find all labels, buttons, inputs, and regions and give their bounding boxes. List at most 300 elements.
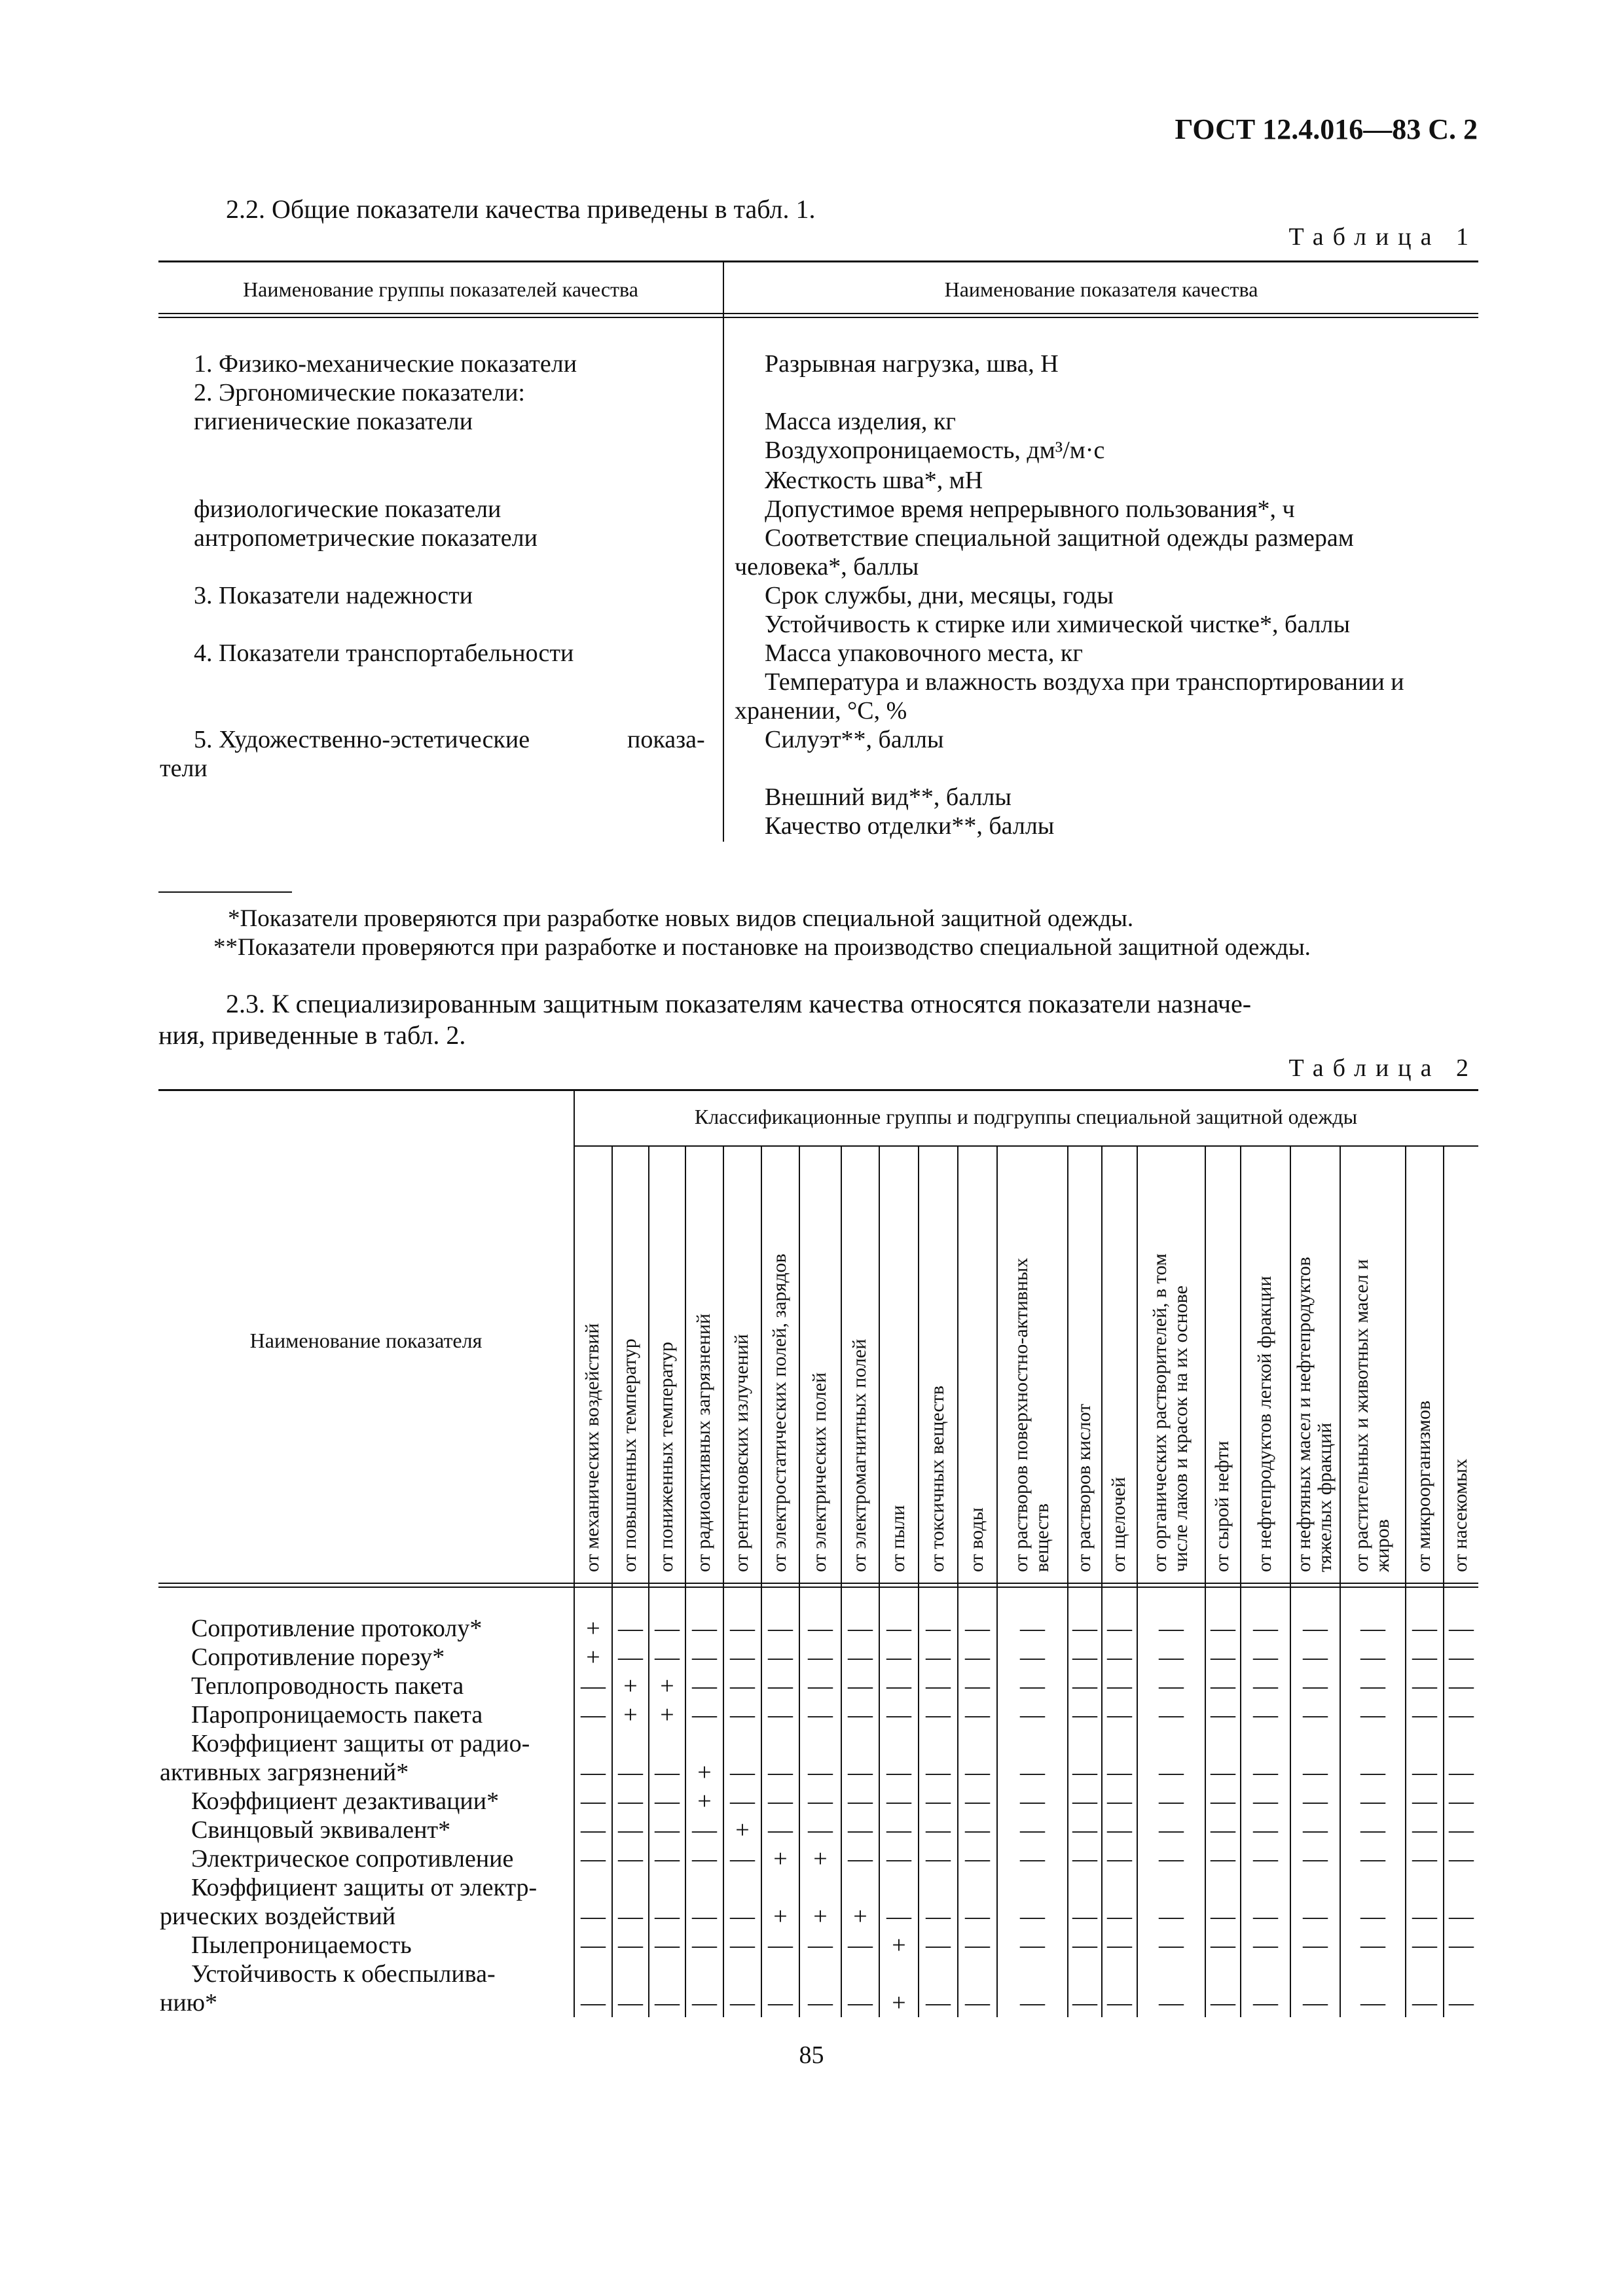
table2-header-rule-double — [158, 1587, 1478, 1588]
table2-column-header — [1074, 1404, 1095, 1572]
table2-column-header-line: от растительных и животных масел и — [1351, 1259, 1372, 1572]
table2-cell-dash: — — [1253, 1672, 1278, 1700]
table2-cell-dash: — — [618, 1787, 643, 1815]
table1-indicator: Соответствие специальной защитной одежды размерам — [765, 524, 1354, 552]
table2-cell-dash: — — [655, 1759, 680, 1786]
table2-row-name: Паропроницаемость пакета — [191, 1701, 483, 1729]
table2-cell-plus: + — [697, 1759, 712, 1786]
table2-cell-dash: — — [581, 1701, 606, 1729]
table2-cell-dash: — — [768, 1701, 793, 1729]
table2-cell-dash: — — [1303, 1816, 1328, 1844]
table2-cell-dash: — — [1449, 1845, 1474, 1873]
section-2-3-line1: 2.3. К специализированным защитным показателям качества относятся показатели назначе- — [226, 989, 1252, 1018]
table1-group-hyphen: показа- — [627, 726, 705, 753]
table2-column-divider — [1290, 1145, 1291, 2017]
table2-cell-dash: — — [1253, 1787, 1278, 1815]
table2-cell-dash: — — [1360, 1672, 1385, 1700]
table2-column-header-line: от пониженных температур — [655, 1342, 677, 1572]
table2-cell-dash: — — [1211, 1787, 1235, 1815]
table2-cell-dash: — — [692, 1816, 717, 1844]
table2-cell-dash: — — [808, 1816, 833, 1844]
table2-column-header-line: от воды — [966, 1507, 987, 1572]
table2-cell-dash: — — [926, 1989, 951, 2017]
table2-cell-plus: + — [586, 1615, 600, 1642]
table2-cell-dash: — — [1449, 1759, 1474, 1786]
table2-column-header-line: от сырой нефти — [1211, 1441, 1233, 1572]
table2-cell-plus: + — [773, 1903, 788, 1930]
table2-cell-dash: — — [655, 1816, 680, 1844]
table2-cell-dash: — — [1303, 1989, 1328, 2017]
table1-header-rule — [158, 313, 1478, 314]
table2-cell-dash: — — [1107, 1845, 1132, 1873]
footnote-separator — [158, 891, 292, 893]
table2-cell-dash: — — [848, 1615, 873, 1642]
table2-cell-dash: — — [655, 1643, 680, 1671]
table2-top-rule — [158, 1089, 1478, 1091]
table2-cell-dash: — — [1360, 1989, 1385, 2017]
table2-cell-plus: + — [892, 1931, 906, 1959]
table2-row-name: Сопротивление протоколу* — [191, 1615, 483, 1642]
table2-column-header-line: от нефтяных масел и нефтепродуктов — [1293, 1257, 1315, 1572]
table2-cell-dash: — — [1020, 1701, 1045, 1729]
table2-cell-dash: — — [886, 1903, 911, 1930]
table2-cell-dash: — — [1253, 1759, 1278, 1786]
table2-cell-dash: — — [692, 1672, 717, 1700]
table2-cell-dash: — — [1159, 1931, 1184, 1959]
table2-cell-dash: — — [1020, 1931, 1045, 1959]
table2-cell-dash: — — [1072, 1759, 1097, 1786]
table2-cell-plus: + — [892, 1989, 906, 2017]
table2-column-header-line: от органических растворителей, в том — [1149, 1253, 1171, 1572]
table2-column-header-line: числе лаков и красок на их основе — [1170, 1285, 1192, 1572]
table2-cell-dash: — — [886, 1643, 911, 1671]
table2-cell-dash: — — [886, 1615, 911, 1642]
table2-cell-dash: — — [886, 1701, 911, 1729]
table2-cell-dash: — — [1412, 1787, 1437, 1815]
table2-cell-plus: + — [697, 1787, 712, 1815]
table2-cell-dash: — — [1020, 1845, 1045, 1873]
table1-col1-header: Наименование группы показателей качества — [243, 278, 638, 301]
table2-cell-dash: — — [1020, 1672, 1045, 1700]
table2-cell-dash: — — [926, 1759, 951, 1786]
table2-column-header-line: тяжелых фракций — [1314, 1422, 1336, 1572]
table1-group: 4. Показатели транспортабельности — [194, 639, 574, 667]
table2-cell-dash: — — [1303, 1845, 1328, 1873]
table2-cell-dash: — — [692, 1931, 717, 1959]
table2-cell-dash: — — [1072, 1701, 1097, 1729]
table2-row-name: активных загрязнений* — [160, 1759, 409, 1786]
table2-column-header — [1254, 1276, 1275, 1572]
table2-column-divider — [1137, 1145, 1138, 2017]
table2-cell-dash: — — [1107, 1989, 1132, 2017]
table2-cell-dash: — — [1020, 1816, 1045, 1844]
table2-column-header — [693, 1314, 714, 1572]
table2-column-header-line: веществ — [1031, 1503, 1053, 1572]
table2-cell-dash: — — [1449, 1931, 1474, 1959]
table2-row-name: Пылепроницаемость — [191, 1931, 412, 1959]
table2-cell-dash: — — [886, 1672, 911, 1700]
table2-column-divider — [799, 1145, 800, 2017]
table2-cell-dash: — — [848, 1931, 873, 1959]
table2-column-header-line: от насекомых — [1450, 1458, 1471, 1572]
table2-column-header — [1150, 1253, 1192, 1572]
table2-column-header-line: от щелочей — [1108, 1477, 1129, 1572]
table2-name-header: Наименование показателя — [249, 1329, 483, 1352]
table2-row-name: Коэффициент защиты от радио- — [191, 1730, 530, 1757]
table2-cell-dash: — — [618, 1759, 643, 1786]
table2-cell-dash: — — [1107, 1701, 1132, 1729]
table2-column-header — [656, 1342, 677, 1572]
table2-cell-dash: — — [768, 1989, 793, 2017]
table1-indicator: Масса изделия, кг — [765, 408, 956, 435]
table1-subgroup: антропометрические показатели — [194, 524, 538, 552]
table2-cell-dash: — — [581, 1989, 606, 2017]
table2-row-name: Свинцовый эквивалент* — [191, 1816, 451, 1844]
table2-cell-dash: — — [1107, 1759, 1132, 1786]
table2-cell-dash: — — [618, 1931, 643, 1959]
table2-column-header-line: от растворов поверхностно-активных — [1010, 1257, 1032, 1572]
table2-cell-dash: — — [581, 1787, 606, 1815]
table2-row-name: Сопротивление порезу* — [191, 1643, 445, 1671]
table2-cell-dash: — — [1211, 1672, 1235, 1700]
table2-cell-dash: — — [1072, 1845, 1097, 1873]
table1-group-continued: тели — [160, 755, 208, 782]
table2-cell-dash: — — [1303, 1931, 1328, 1959]
table2-cell-dash: — — [1020, 1903, 1045, 1930]
table2-column-divider — [1205, 1145, 1206, 2017]
table2-cell-dash: — — [965, 1643, 990, 1671]
table2-column-header — [927, 1386, 948, 1572]
table2-cell-dash: — — [808, 1701, 833, 1729]
table1-indicator: Разрывная нагрузка, шва, Н — [765, 350, 1059, 378]
table1-indicator: Устойчивость к стирке или химической чистке*, баллы — [765, 611, 1350, 638]
table2-cell-plus: + — [660, 1701, 674, 1729]
table1-caption: Таблица 1 — [1288, 223, 1478, 251]
table1-group: 5. Художественно-эстетические — [194, 726, 530, 753]
table2-cell-dash: — — [1449, 1701, 1474, 1729]
table2-cell-dash: — — [965, 1989, 990, 2017]
table1-subgroup: гигиенические показатели — [194, 408, 473, 435]
table2-cell-dash: — — [1253, 1845, 1278, 1873]
table2-cell-dash: — — [692, 1615, 717, 1642]
table2-cell-dash: — — [1159, 1845, 1184, 1873]
table2-cell-dash: — — [1360, 1701, 1385, 1729]
table2-column-header-line: от электромагнитных полей — [848, 1338, 870, 1572]
table2-column-header-line: жиров — [1372, 1519, 1393, 1572]
table2-column-header — [731, 1334, 752, 1572]
table2-column-divider — [1067, 1145, 1068, 2017]
table2-cell-dash: — — [1360, 1615, 1385, 1642]
table2-cell-dash: — — [1449, 1816, 1474, 1844]
table2-cell-dash: — — [1020, 1989, 1045, 2017]
table2-cell-dash: — — [1159, 1759, 1184, 1786]
table2-cell-dash: — — [1107, 1903, 1132, 1930]
table2-cell-dash: — — [1107, 1787, 1132, 1815]
table2-cell-dash: — — [730, 1701, 755, 1729]
table2-cell-dash: — — [1020, 1759, 1045, 1786]
table2-cell-dash: — — [926, 1845, 951, 1873]
footnote-1: *Показатели проверяются при разработке новых видов специальной защитной одежды. — [228, 905, 1134, 932]
table2-column-header-line: от электростатических полей, зарядов — [769, 1253, 790, 1572]
table2-cell-dash: — — [1211, 1816, 1235, 1844]
table2-cell-dash: — — [1412, 1816, 1437, 1844]
table2-cell-dash: — — [965, 1759, 990, 1786]
table2-column-header — [1108, 1477, 1129, 1572]
table2-cell-dash: — — [655, 1845, 680, 1873]
table1-indicator: Допустимое время непрерывного пользования*, ч — [765, 495, 1295, 523]
table2-column-header — [809, 1372, 830, 1572]
table2-cell-dash: — — [1020, 1643, 1045, 1671]
table2-cell-dash: — — [1159, 1672, 1184, 1700]
table2-cell-dash: — — [965, 1672, 990, 1700]
table2-cell-dash: — — [692, 1989, 717, 2017]
table2-cell-dash: — — [1412, 1615, 1437, 1642]
table2-cell-dash: — — [1253, 1615, 1278, 1642]
table2-cell-dash: — — [926, 1787, 951, 1815]
table2-column-header — [1294, 1257, 1336, 1572]
table2-column-divider — [685, 1145, 686, 2017]
page-number: 85 — [799, 2041, 824, 2069]
table2-cell-dash: — — [965, 1615, 990, 1642]
table2-cell-dash: — — [768, 1787, 793, 1815]
table2-cell-dash: — — [730, 1903, 755, 1930]
table2-cell-plus: + — [623, 1701, 638, 1729]
table2-cell-dash: — — [1412, 1931, 1437, 1959]
table2-cell-dash: — — [1211, 1615, 1235, 1642]
table2-cell-dash: — — [808, 1931, 833, 1959]
table2-cell-dash: — — [1072, 1931, 1097, 1959]
table2-column-header-line: от токсичных веществ — [926, 1386, 948, 1572]
table1-group: 1. Физико-механические показатели — [194, 350, 577, 378]
table2-cell-dash: — — [886, 1845, 911, 1873]
table2-name-divider — [574, 1089, 575, 2017]
table2-column-header — [769, 1253, 790, 1572]
table2-cell-dash: — — [730, 1759, 755, 1786]
table2-cell-dash: — — [808, 1989, 833, 2017]
table2-cell-dash: — — [1360, 1845, 1385, 1873]
table2-cell-dash: — — [1253, 1931, 1278, 1959]
table2-column-header-line: от микроорганизмов — [1413, 1400, 1434, 1572]
table2-column-header-line: от электрических полей — [809, 1372, 830, 1572]
table2-column-header — [1413, 1401, 1434, 1572]
table2-cell-dash: — — [1211, 1989, 1235, 2017]
table1-indicator: Температура и влажность воздуха при транспортировании и — [765, 668, 1404, 696]
table2-cell-dash: — — [926, 1672, 951, 1700]
document-header: ГОСТ 12.4.016—83 С. 2 — [1175, 113, 1478, 145]
table2-cell-plus: + — [773, 1845, 788, 1873]
table2-cell-dash: — — [1412, 1845, 1437, 1873]
table2-cell-dash: — — [926, 1615, 951, 1642]
table2-cell-dash: — — [618, 1643, 643, 1671]
table2-column-header-line: от растворов кислот — [1073, 1403, 1095, 1572]
table2-cell-dash: — — [655, 1615, 680, 1642]
table2-cell-dash: — — [581, 1931, 606, 1959]
table2-cell-dash: — — [1159, 1615, 1184, 1642]
table2-cell-dash: — — [1360, 1643, 1385, 1671]
table2-column-divider — [1443, 1145, 1444, 2017]
table2-cell-dash: — — [1020, 1787, 1045, 1815]
table2-cell-dash: — — [1107, 1643, 1132, 1671]
table2-cell-dash: — — [1211, 1931, 1235, 1959]
table2-cell-dash: — — [730, 1787, 755, 1815]
table2-column-divider — [918, 1145, 919, 2017]
table2-cell-dash: — — [1412, 1989, 1437, 2017]
table1-top-rule — [158, 260, 1478, 262]
table2-cell-dash: — — [618, 1816, 643, 1844]
table2-cell-dash: — — [1072, 1787, 1097, 1815]
table1-indicator-continued: хранении, °С, % — [735, 697, 907, 725]
table2-cell-dash: — — [730, 1672, 755, 1700]
table2-cell-dash: — — [1303, 1759, 1328, 1786]
table2-cell-dash: — — [1449, 1903, 1474, 1930]
table2-column-divider — [1101, 1145, 1103, 2017]
table2-cell-dash: — — [655, 1903, 680, 1930]
table2-column-divider — [841, 1145, 842, 2017]
table1-indicator-continued: человека*, баллы — [735, 553, 919, 581]
table2-cell-dash: — — [1360, 1903, 1385, 1930]
table2-caption: Таблица 2 — [1288, 1054, 1478, 1082]
table2-group-rule — [574, 1145, 1478, 1147]
table1-subgroup: физиологические показатели — [194, 495, 501, 523]
table2-cell-dash: — — [692, 1903, 717, 1930]
table2-column-divider — [761, 1145, 762, 2017]
table2-column-header-line: от радиоактивных загрязнений — [693, 1313, 714, 1572]
table2-cell-dash: — — [1449, 1787, 1474, 1815]
table2-cell-dash: — — [1303, 1615, 1328, 1642]
table2-cell-dash: — — [808, 1615, 833, 1642]
table2-row-name: нию* — [160, 1989, 218, 2017]
table2-column-divider — [996, 1145, 998, 2017]
table2-column-divider — [648, 1145, 649, 2017]
table2-cell-dash: — — [618, 1845, 643, 1873]
table2-cell-dash: — — [1360, 1787, 1385, 1815]
table2-cell-dash: — — [1253, 1701, 1278, 1729]
table2-cell-dash: — — [965, 1845, 990, 1873]
table2-cell-dash: — — [1253, 1903, 1278, 1930]
table2-cell-dash: — — [1159, 1701, 1184, 1729]
table2-column-header-line: от пыли — [887, 1505, 909, 1572]
table1-column-divider — [723, 260, 724, 842]
table2-cell-dash: — — [965, 1931, 990, 1959]
section-2-2-text: 2.2. Общие показатели качества приведены в табл. 1. — [226, 194, 816, 224]
table2-cell-dash: — — [730, 1931, 755, 1959]
table2-cell-dash: — — [848, 1643, 873, 1671]
table2-row-name: Теплопроводность пакета — [191, 1672, 464, 1700]
table2-cell-dash: — — [581, 1903, 606, 1930]
section-2-3-line2: ния, приведенные в табл. 2. — [158, 1020, 466, 1050]
table2-cell-plus: + — [813, 1903, 828, 1930]
table2-cell-dash: — — [618, 1615, 643, 1642]
table2-cell-dash: — — [1159, 1989, 1184, 2017]
table2-column-divider — [611, 1145, 613, 2017]
table2-cell-dash: — — [655, 1931, 680, 1959]
table2-cell-plus: + — [660, 1672, 674, 1700]
table2-column-header-line: от повышенных температур — [619, 1338, 640, 1572]
table2-cell-dash: — — [926, 1903, 951, 1930]
table2-cell-dash: — — [692, 1845, 717, 1873]
table2-cell-dash: — — [1211, 1701, 1235, 1729]
table2-cell-dash: — — [730, 1615, 755, 1642]
table2-column-header-line: от механических воздействий — [581, 1323, 603, 1572]
table2-cell-dash: — — [1072, 1643, 1097, 1671]
table2-cell-dash: — — [1211, 1845, 1235, 1873]
table2-cell-dash: — — [848, 1672, 873, 1700]
table2-cell-dash: — — [965, 1816, 990, 1844]
table2-cell-dash: — — [730, 1845, 755, 1873]
table2-cell-dash: — — [808, 1643, 833, 1671]
table2-cell-dash: — — [1211, 1643, 1235, 1671]
table1-indicator: Срок службы, дни, месяцы, годы — [765, 582, 1114, 609]
table2-column-divider — [723, 1145, 724, 2017]
table2-cell-dash: — — [730, 1989, 755, 2017]
table2-cell-dash: — — [848, 1989, 873, 2017]
table2-column-header — [1011, 1258, 1053, 1572]
table2-cell-plus: + — [853, 1903, 867, 1930]
table2-cell-dash: — — [618, 1903, 643, 1930]
table2-cell-dash: — — [808, 1759, 833, 1786]
table2-column-header — [619, 1338, 640, 1572]
table2-column-divider — [879, 1145, 880, 2017]
table1-indicator: Воздухопроницаемость, дм³/м·с — [765, 437, 1105, 464]
table2-cell-dash: — — [1253, 1989, 1278, 2017]
table2-cell-dash: — — [1412, 1701, 1437, 1729]
table2-cell-plus: + — [813, 1845, 828, 1873]
table2-cell-dash: — — [808, 1672, 833, 1700]
table2-cell-dash: — — [768, 1931, 793, 1959]
table2-cell-dash: — — [1412, 1759, 1437, 1786]
table2-cell-dash: — — [965, 1701, 990, 1729]
table2-column-header — [1212, 1441, 1233, 1572]
footnote-2: **Показатели проверяются при разработке и постановке на производство специальной защитной одежды. — [213, 934, 1311, 961]
table1-indicator: Жесткость шва*, мН — [765, 467, 983, 494]
table2-cell-dash: — — [1211, 1903, 1235, 1930]
table2-cell-dash: — — [848, 1701, 873, 1729]
table2-cell-dash: — — [1303, 1787, 1328, 1815]
table2-cell-dash: — — [1449, 1672, 1474, 1700]
table2-cell-plus: + — [586, 1643, 600, 1671]
table2-cell-dash: — — [1412, 1903, 1437, 1930]
table2-cell-dash: — — [1072, 1615, 1097, 1642]
table2-cell-dash: — — [581, 1816, 606, 1844]
table2-cell-dash: — — [1107, 1672, 1132, 1700]
table2-cell-dash: — — [1449, 1643, 1474, 1671]
table2-cell-dash: — — [768, 1672, 793, 1700]
table1-indicator: Внешний вид**, баллы — [765, 783, 1012, 811]
table1-group: 3. Показатели надежности — [194, 582, 473, 609]
table2-cell-dash: — — [1159, 1816, 1184, 1844]
table2-row-name: рических воздействий — [160, 1903, 396, 1930]
table2-cell-dash: — — [581, 1845, 606, 1873]
table2-cell-dash: — — [886, 1787, 911, 1815]
table2-cell-dash: — — [848, 1845, 873, 1873]
table1-indicator: Качество отделки**, баллы — [765, 812, 1055, 840]
table2-cell-dash: — — [1159, 1903, 1184, 1930]
table2-cell-dash: — — [1072, 1672, 1097, 1700]
table2-cell-dash: — — [1253, 1816, 1278, 1844]
table2-column-header-line: от нефтепродуктов легкой фракции — [1254, 1276, 1275, 1572]
table2-cell-dash: — — [965, 1787, 990, 1815]
table2-cell-dash: — — [1107, 1931, 1132, 1959]
table2-cell-dash: — — [768, 1643, 793, 1671]
table2-cell-dash: — — [926, 1643, 951, 1671]
table2-column-header — [849, 1339, 870, 1572]
table2-cell-dash: — — [1360, 1816, 1385, 1844]
table2-cell-dash: — — [1360, 1759, 1385, 1786]
table2-cell-dash: — — [1303, 1903, 1328, 1930]
table2-column-header — [1450, 1459, 1471, 1572]
table2-group-header: Классификационные группы и подгруппы специальной защитной одежды — [694, 1105, 1358, 1128]
table2-cell-dash: — — [926, 1816, 951, 1844]
